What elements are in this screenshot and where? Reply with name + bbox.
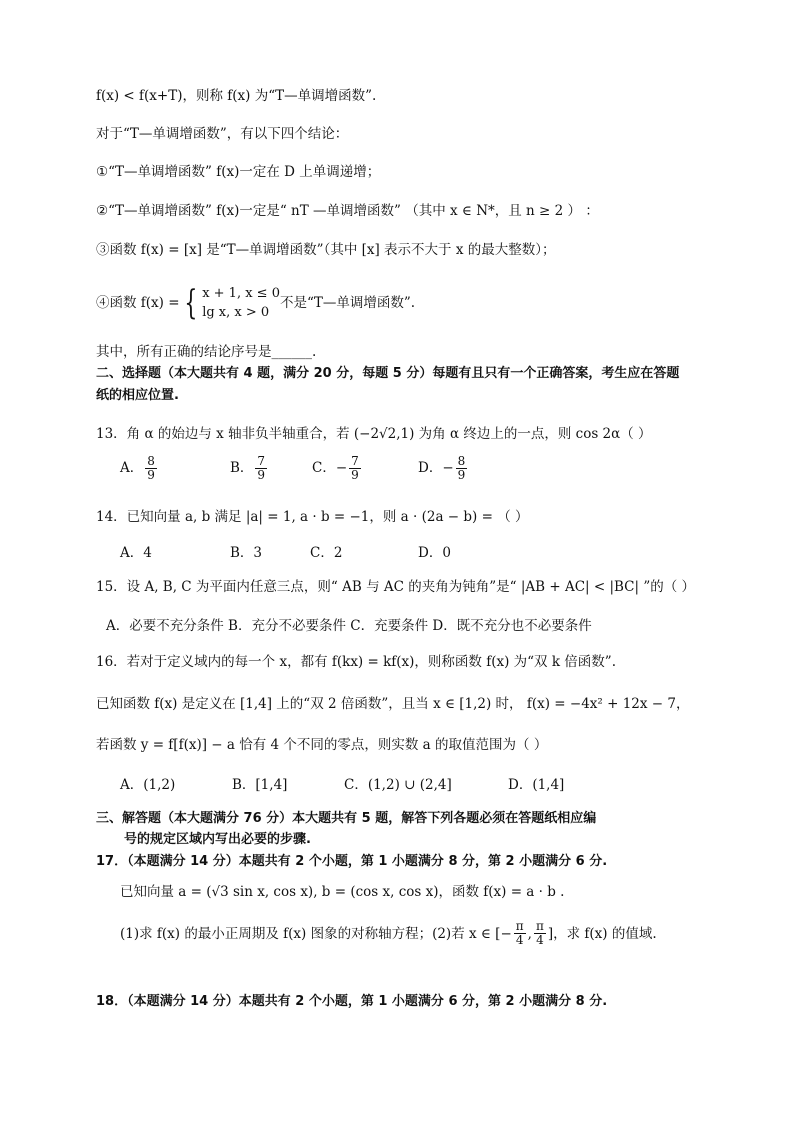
q16-line-1: 16．若对于定义域内的每一个 x，都有 f(kx) = kf(x)，则称函数 f(x) 为“双 k 倍函数”. xyxy=(96,654,616,670)
q13-option-d: D．− $\frac{8}{9}$ xyxy=(418,454,466,482)
q13-option-c: C．− $\frac{7}{9}$ xyxy=(312,454,359,482)
section-3-header-2: 号的规定区域内写出必要的步骤. xyxy=(124,832,311,847)
q16-line-2: 已知函数 f(x) 是定义在 [1,4] 上的“双 2 倍函数”，且当 x ∈ [1,2) 时， f(x) = −4x² + 12x − 7， xyxy=(96,696,690,712)
q16-option-c: C．(1,2) ∪ (2,4] xyxy=(344,777,452,793)
conclusion-1: ①“T—单调增函数” f(x)一定在 D 上单调递增； xyxy=(96,164,381,180)
conclusion-2: ②“T—单调增函数” f(x)一定是“ nT —单调增函数” （其中 x ∈ N*，且 n ≥ 2 ） ： xyxy=(96,203,599,219)
q16-option-b: B．[1,4] xyxy=(232,777,288,793)
q15-stem: 15．设 A, B, C 为平面内任意三点，则“ AB 与 AC 的夹角为钝角”是“ |AB + AC| < |BC| ”的（ ） xyxy=(96,579,696,595)
section-3-header-1: 三、解答题（本大题满分 76 分）本大题共有 5 题，解答下列各题必须在答题纸相应编 xyxy=(96,811,597,826)
case-2: lg x, x > 0 xyxy=(202,305,270,320)
conclusion-4-prefix: ④函数 f(x) = xyxy=(96,295,180,311)
q17-task-comma: , xyxy=(527,925,532,942)
q14-option-b: B．3 xyxy=(230,545,263,561)
q16-option-a: A．(1,2) xyxy=(120,777,176,793)
piecewise-cases xyxy=(202,284,280,322)
q14-stem: 14．已知向量 a, b 满足 |a| = 1, a · b = −1，则 a · (2a − b) = （ ） xyxy=(96,509,529,525)
q14-option-c: C．2 xyxy=(310,545,343,561)
q16-line-3: 若函数 y = f[f(x)] − a 恰有 4 个不同的零点，则实数 a 的取值范围为（ ） xyxy=(96,737,548,753)
case-1: x + 1, x ≤ 0 xyxy=(202,286,280,301)
answer-line: 其中，所有正确的结论序号是______. xyxy=(96,344,317,360)
q17-header: 17．（本题满分 14 分）本题共有 2 个小题，第 1 小题满分 8 分，第 2 小题满分 6 分. xyxy=(96,854,608,869)
q18-header: 18．（本题满分 14 分）本题共有 2 个小题，第 1 小题满分 6 分，第 2 小题满分 8 分. xyxy=(96,994,608,1009)
q16-options xyxy=(120,775,564,795)
q14-option-a: A．4 xyxy=(120,545,152,561)
left-brace: { xyxy=(183,283,197,323)
section-2-header-1: 二、选择题（本大题共有 4 题，满分 20 分，每题 5 分）每题有且只有一个正确答案，考生应在答题 xyxy=(96,366,680,381)
q15-options: A．必要不充分条件 B．充分不必要条件 C．充要条件 D．既不充分也不必要条件 xyxy=(106,618,592,634)
conclusion-4 xyxy=(96,284,415,322)
q17-task xyxy=(120,920,657,947)
q14-options xyxy=(120,543,451,563)
piecewise-function xyxy=(180,284,280,322)
q14-option-d: D．0 xyxy=(418,545,451,561)
q13-option-a: A． $\frac{8}{9}$ xyxy=(120,454,155,482)
conclusion-3: ③函数 f(x) = [x] 是“T—单调增函数”（其中 [x] 表示不大于 x 的最大整数）； xyxy=(96,242,556,258)
q17-lower-bound: $\frac{\pi}{4}$ xyxy=(515,919,524,947)
conclusion-4-suffix: 不是“T—单调增函数”. xyxy=(279,295,416,311)
q17-upper-bound: $\frac{\pi}{4}$ xyxy=(535,919,544,947)
q17-task-prefix: (1)求 f(x) 的最小正周期及 f(x) 图象的对称轴方程；(2)若 x ∈ [− xyxy=(120,925,512,942)
q13-stem: 13．角 α 的始边与 x 轴非负半轴重合，若 (−2√2,1) 为角 α 终边上的一点，则 cos 2α（ ） xyxy=(96,426,652,442)
q17-given: 已知向量 a = (√3 sin x, cos x), b = (cos x, cos x)，函数 f(x) = a · b . xyxy=(120,884,565,900)
intro-line-2: 对于“T—单调增函数”，有以下四个结论： xyxy=(96,126,349,142)
q13-options xyxy=(120,455,469,482)
intro-line-1: f(x) < f(x+T)，则称 f(x) 为“T—单调增函数”. xyxy=(96,88,377,104)
q17-task-suffix: ]，求 f(x) 的值域. xyxy=(547,925,657,942)
q16-option-d: D．(1,4] xyxy=(508,777,565,793)
q13-option-b: B． $\frac{7}{9}$ xyxy=(230,454,266,482)
section-2-header-2: 纸的相应位置. xyxy=(96,388,179,403)
